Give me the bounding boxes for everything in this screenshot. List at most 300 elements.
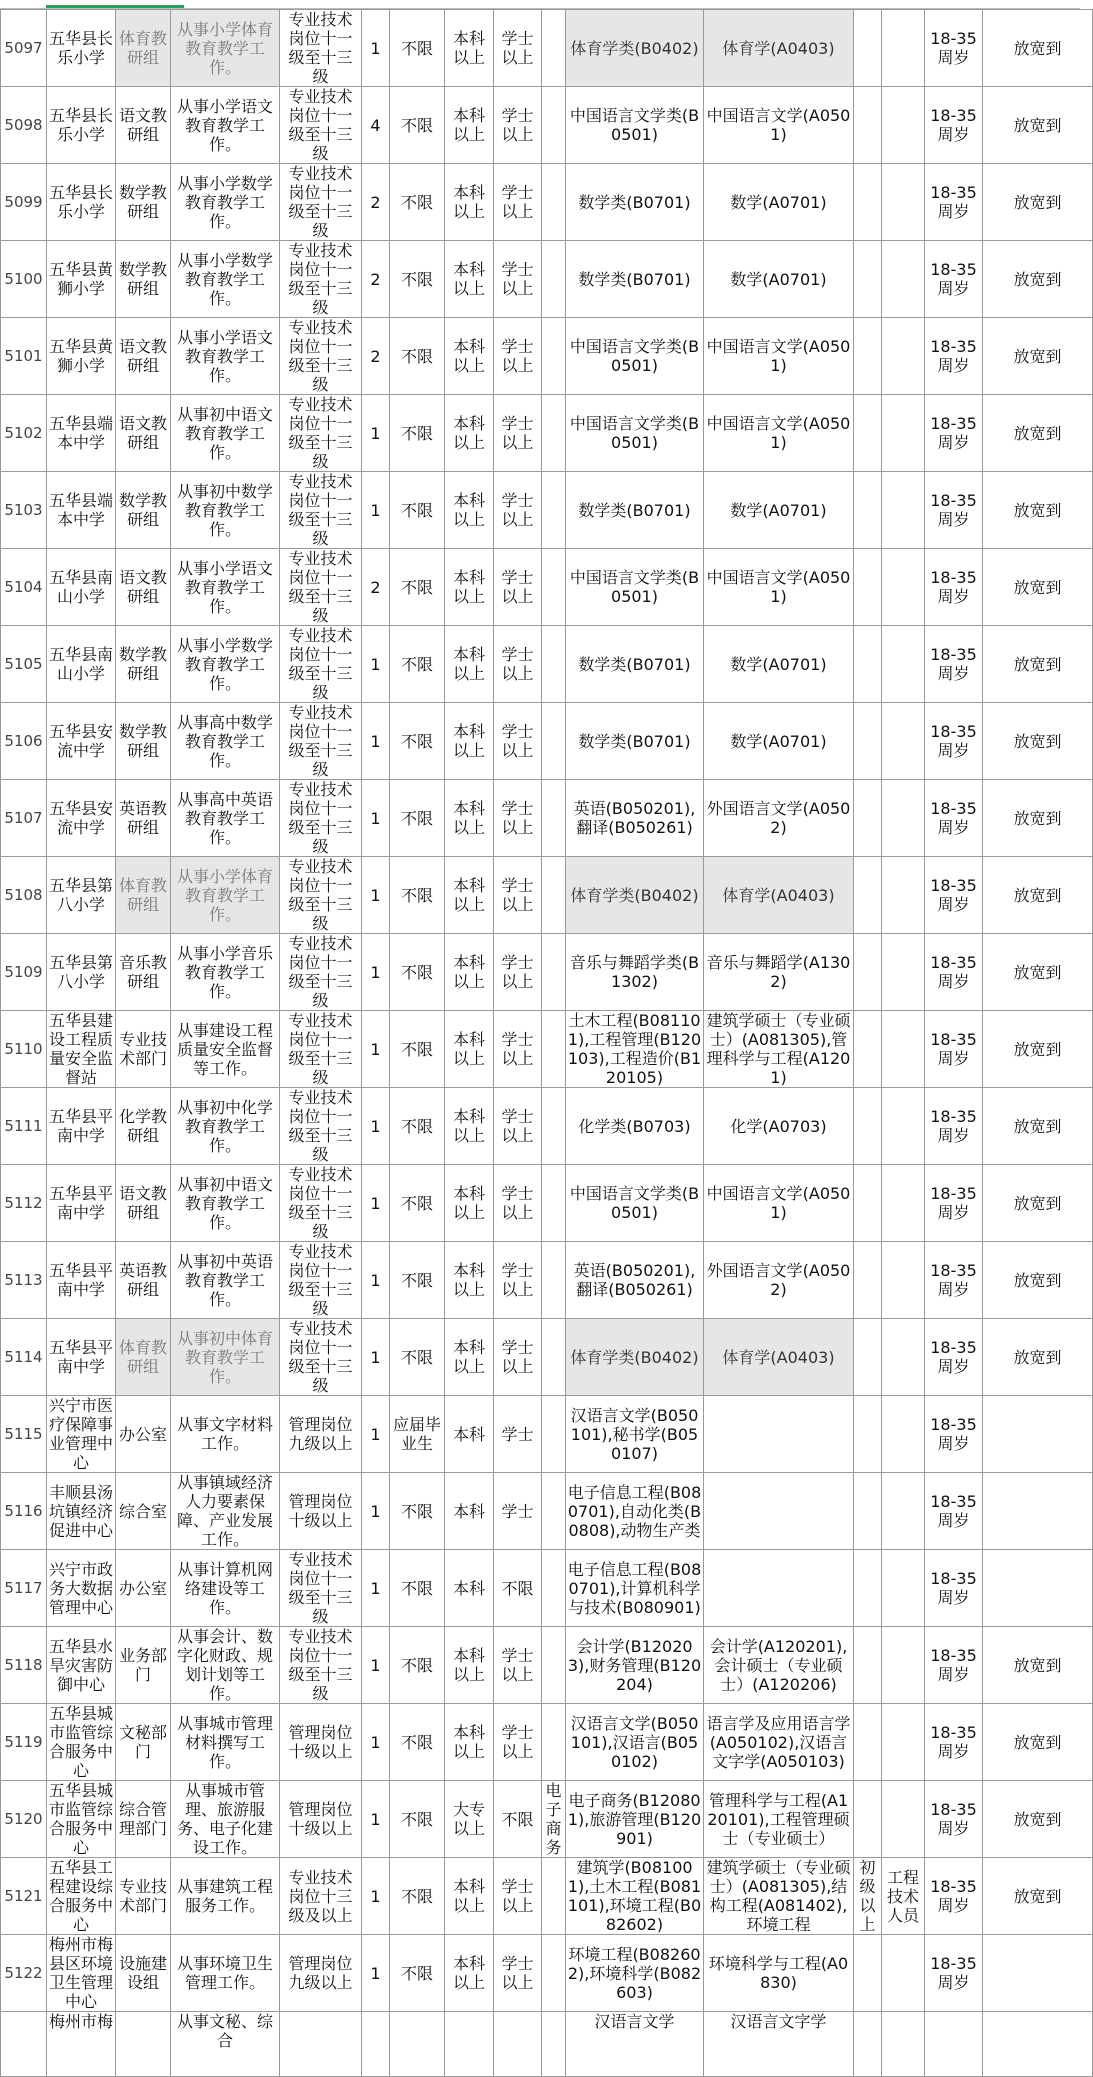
job-duty-cell[interactable]: 从事初中数学教育教学工作。: [171, 472, 280, 549]
degree-cell[interactable]: 学士以上: [494, 1088, 542, 1165]
candidate-source-cell[interactable]: 不限: [390, 934, 445, 1011]
education-cell[interactable]: 本科: [445, 1396, 494, 1473]
title-level-cell[interactable]: [854, 1550, 882, 1627]
undergrad-major-cell[interactable]: 环境工程(B082602),环境科学(B082603): [566, 1935, 704, 2012]
post-level-cell[interactable]: 专业技术岗位十一级至十三级: [280, 1242, 362, 1319]
degree-cell[interactable]: 学士以上: [494, 1165, 542, 1242]
job-duty-cell[interactable]: 从事初中英语教育教学工作。: [171, 1242, 280, 1319]
other-req-cell[interactable]: [882, 703, 925, 780]
job-duty-cell[interactable]: 从事环境卫生管理工作。: [171, 1935, 280, 2012]
hire-count-cell[interactable]: 4: [362, 87, 390, 164]
other-req-cell[interactable]: [882, 1781, 925, 1858]
grad-major-cell[interactable]: 环境科学与工程(A0830): [704, 1935, 854, 2012]
candidate-source-cell[interactable]: 不限: [390, 1550, 445, 1627]
unit-name-cell[interactable]: 五华县平南中学: [47, 1319, 116, 1396]
row-number-cell[interactable]: 5119: [1, 1704, 47, 1781]
note-cell[interactable]: [983, 1473, 1093, 1550]
degree-cell[interactable]: 学士以上: [494, 703, 542, 780]
row-number-cell[interactable]: 5105: [1, 626, 47, 703]
other-req-cell[interactable]: [882, 1165, 925, 1242]
table-row[interactable]: [1, 1242, 1093, 1319]
candidate-source-cell[interactable]: 不限: [390, 241, 445, 318]
note-cell[interactable]: 放宽到: [983, 934, 1093, 1011]
candidate-source-cell[interactable]: 不限: [390, 1088, 445, 1165]
other-req-cell[interactable]: [882, 1396, 925, 1473]
hire-count-cell[interactable]: 1: [362, 1088, 390, 1165]
note-cell[interactable]: 放宽到: [983, 1704, 1093, 1781]
post-level-cell[interactable]: 专业技术岗位十一级至十三级: [280, 318, 362, 395]
candidate-source-cell[interactable]: 不限: [390, 87, 445, 164]
hire-count-cell[interactable]: 1: [362, 10, 390, 87]
hire-count-cell[interactable]: 2: [362, 164, 390, 241]
department-cell[interactable]: 数学教研组: [116, 164, 171, 241]
degree-cell[interactable]: 学士以上: [494, 1242, 542, 1319]
candidate-source-cell[interactable]: 不限: [390, 549, 445, 626]
department-cell[interactable]: 语文教研组: [116, 549, 171, 626]
age-range-cell[interactable]: 18-35周岁: [925, 395, 983, 472]
undergrad-major-cell[interactable]: 电子信息工程(B080701),自动化类(B0808),动物生产类: [566, 1473, 704, 1550]
grad-major-cell[interactable]: 中国语言文学(A0501): [704, 549, 854, 626]
hire-count-cell[interactable]: 1: [362, 1627, 390, 1704]
extra-major-cell[interactable]: [542, 1396, 566, 1473]
table-row[interactable]: [1, 1396, 1093, 1473]
undergrad-major-cell[interactable]: 数学类(B0701): [566, 703, 704, 780]
education-cell[interactable]: 大专以上: [445, 1781, 494, 1858]
unit-name-cell[interactable]: 兴宁市医疗保障事业管理中心: [47, 1396, 116, 1473]
note-cell[interactable]: 放宽到: [983, 10, 1093, 87]
row-number-cell[interactable]: 5116: [1, 1473, 47, 1550]
title-level-cell[interactable]: [854, 1396, 882, 1473]
department-cell[interactable]: 语文教研组: [116, 1165, 171, 1242]
table-row[interactable]: [1, 472, 1093, 549]
age-range-cell[interactable]: 18-35周岁: [925, 1473, 983, 1550]
degree-cell[interactable]: 学士以上: [494, 1627, 542, 1704]
job-duty-cell[interactable]: 从事初中化学教育教学工作。: [171, 1088, 280, 1165]
education-cell[interactable]: 本科以上: [445, 472, 494, 549]
post-level-cell[interactable]: 专业技术岗位十一级至十三级: [280, 1550, 362, 1627]
unit-name-cell[interactable]: 五华县南山小学: [47, 626, 116, 703]
note-cell[interactable]: [983, 1935, 1093, 2012]
note-cell[interactable]: 放宽到: [983, 164, 1093, 241]
age-range-cell[interactable]: 18-35周岁: [925, 164, 983, 241]
note-cell[interactable]: [983, 1396, 1093, 1473]
extra-major-cell[interactable]: [542, 1473, 566, 1550]
row-number-cell[interactable]: 5122: [1, 1935, 47, 2012]
department-cell[interactable]: 专业技术部门: [116, 1858, 171, 1935]
education-cell[interactable]: 本科以上: [445, 934, 494, 1011]
candidate-source-cell[interactable]: 不限: [390, 626, 445, 703]
note-cell[interactable]: 放宽到: [983, 318, 1093, 395]
hire-count-cell[interactable]: 2: [362, 549, 390, 626]
note-cell[interactable]: 放宽到: [983, 1088, 1093, 1165]
unit-name-cell[interactable]: 五华县南山小学: [47, 549, 116, 626]
extra-major-cell[interactable]: [542, 1242, 566, 1319]
candidate-source-cell[interactable]: 不限: [390, 780, 445, 857]
title-level-cell[interactable]: [854, 1242, 882, 1319]
undergrad-major-cell[interactable]: 体育学类(B0402): [566, 857, 704, 934]
unit-name-cell[interactable]: 五华县第八小学: [47, 934, 116, 1011]
age-range-cell[interactable]: 18-35周岁: [925, 1550, 983, 1627]
extra-major-cell[interactable]: [542, 1550, 566, 1627]
table-row[interactable]: [1, 1319, 1093, 1396]
post-level-cell[interactable]: 专业技术岗位十一级至十三级: [280, 1088, 362, 1165]
extra-major-cell[interactable]: [542, 395, 566, 472]
department-cell[interactable]: 专业技术部门: [116, 1011, 171, 1088]
job-duty-cell[interactable]: 从事城市管理材料撰写工作。: [171, 1704, 280, 1781]
education-cell[interactable]: 本科以上: [445, 10, 494, 87]
undergrad-major-cell[interactable]: 会计学(B120203),财务管理(B120204): [566, 1627, 704, 1704]
other-req-cell[interactable]: [882, 1319, 925, 1396]
hire-count-cell[interactable]: 1: [362, 1704, 390, 1781]
age-range-cell[interactable]: 18-35周岁: [925, 472, 983, 549]
post-level-cell[interactable]: 管理岗位十级以上: [280, 1781, 362, 1858]
other-req-cell[interactable]: [882, 241, 925, 318]
grad-major-cell[interactable]: 外国语言文学(A0502): [704, 780, 854, 857]
post-level-cell[interactable]: 管理岗位十级以上: [280, 1704, 362, 1781]
education-cell[interactable]: 本科: [445, 1550, 494, 1627]
department-cell[interactable]: 办公室: [116, 1396, 171, 1473]
age-range-cell[interactable]: 18-35周岁: [925, 1242, 983, 1319]
hire-count-cell[interactable]: 2: [362, 241, 390, 318]
unit-name-cell[interactable]: 五华县黄狮小学: [47, 318, 116, 395]
table-row[interactable]: [1, 87, 1093, 164]
department-cell[interactable]: 英语教研组: [116, 780, 171, 857]
other-req-cell[interactable]: [882, 1627, 925, 1704]
note-cell[interactable]: 放宽到: [983, 472, 1093, 549]
undergrad-major-cell[interactable]: 汉语言文学(B050101),汉语言(B050102): [566, 1704, 704, 1781]
row-number-cell[interactable]: 5106: [1, 703, 47, 780]
table-row[interactable]: [1, 1781, 1093, 1858]
row-number-cell[interactable]: 5099: [1, 164, 47, 241]
title-level-cell[interactable]: [854, 1704, 882, 1781]
title-level-cell[interactable]: [854, 1935, 882, 2012]
note-cell[interactable]: 放宽到: [983, 241, 1093, 318]
education-cell[interactable]: 本科以上: [445, 1088, 494, 1165]
degree-cell[interactable]: 学士: [494, 1396, 542, 1473]
grad-major-cell[interactable]: 建筑学硕士（专业硕士）(A081305),管理科学与工程(A1201): [704, 1011, 854, 1088]
grad-major-cell[interactable]: 语言学及应用语言学(A050102),汉语言文字学(A050103): [704, 1704, 854, 1781]
unit-name-cell[interactable]: 五华县长乐小学: [47, 10, 116, 87]
age-range-cell[interactable]: 18-35周岁: [925, 87, 983, 164]
hire-count-cell[interactable]: 1: [362, 857, 390, 934]
age-range-cell[interactable]: 18-35周岁: [925, 1858, 983, 1935]
note-cell[interactable]: 放宽到: [983, 395, 1093, 472]
department-cell[interactable]: 数学教研组: [116, 241, 171, 318]
row-number-cell[interactable]: 5108: [1, 857, 47, 934]
job-duty-cell[interactable]: 从事小学数学教育教学工作。: [171, 626, 280, 703]
job-duty-cell[interactable]: 从事初中语文教育教学工作。: [171, 395, 280, 472]
education-cell[interactable]: 本科以上: [445, 1165, 494, 1242]
degree-cell[interactable]: 学士以上: [494, 1935, 542, 2012]
unit-name-cell[interactable]: 丰顺县汤坑镇经济促进中心: [47, 1473, 116, 1550]
table-row[interactable]: [1, 1935, 1093, 2012]
hire-count-cell[interactable]: 1: [362, 1319, 390, 1396]
hire-count-cell[interactable]: 1: [362, 1858, 390, 1935]
other-req-cell[interactable]: [882, 857, 925, 934]
grad-major-cell[interactable]: 体育学(A0403): [704, 10, 854, 87]
extra-major-cell[interactable]: [542, 1165, 566, 1242]
undergrad-major-cell[interactable]: 化学类(B0703): [566, 1088, 704, 1165]
job-duty-cell[interactable]: 从事小学语文教育教学工作。: [171, 549, 280, 626]
note-cell[interactable]: 放宽到: [983, 780, 1093, 857]
candidate-source-cell[interactable]: 不限: [390, 1011, 445, 1088]
extra-major-cell[interactable]: [542, 1627, 566, 1704]
title-level-cell[interactable]: [854, 241, 882, 318]
table-row[interactable]: [1, 1165, 1093, 1242]
title-level-cell[interactable]: [854, 164, 882, 241]
other-req-cell[interactable]: [882, 626, 925, 703]
post-level-cell[interactable]: 专业技术岗位十一级至十三级: [280, 780, 362, 857]
degree-cell[interactable]: 学士以上: [494, 780, 542, 857]
extra-major-cell[interactable]: [542, 241, 566, 318]
title-level-cell[interactable]: [854, 1781, 882, 1858]
post-level-cell[interactable]: 专业技术岗位十一级至十三级: [280, 1011, 362, 1088]
row-number-cell[interactable]: 5107: [1, 780, 47, 857]
row-number-cell[interactable]: 5097: [1, 10, 47, 87]
candidate-source-cell[interactable]: 不限: [390, 1935, 445, 2012]
row-number-cell[interactable]: 5114: [1, 1319, 47, 1396]
unit-name-cell[interactable]: 五华县工程建设综合服务中心: [47, 1858, 116, 1935]
grad-major-cell[interactable]: 化学(A0703): [704, 1088, 854, 1165]
hire-count-cell[interactable]: 1: [362, 1011, 390, 1088]
extra-major-cell[interactable]: [542, 164, 566, 241]
age-range-cell[interactable]: 18-35周岁: [925, 1319, 983, 1396]
title-level-cell[interactable]: [854, 10, 882, 87]
age-range-cell[interactable]: 18-35周岁: [925, 1088, 983, 1165]
degree-cell[interactable]: 学士以上: [494, 10, 542, 87]
other-req-cell[interactable]: [882, 10, 925, 87]
undergrad-major-cell[interactable]: 英语(B050201),翻译(B050261): [566, 780, 704, 857]
degree-cell[interactable]: 学士以上: [494, 318, 542, 395]
education-cell[interactable]: 本科以上: [445, 241, 494, 318]
other-req-cell[interactable]: 工程技术人员: [882, 1858, 925, 1935]
post-level-cell[interactable]: 专业技术岗位十一级至十三级: [280, 857, 362, 934]
other-req-cell[interactable]: [882, 1935, 925, 2012]
job-duty-cell[interactable]: 从事小学体育教育教学工作。: [171, 10, 280, 87]
post-level-cell[interactable]: 管理岗位十级以上: [280, 1473, 362, 1550]
extra-major-cell[interactable]: [542, 87, 566, 164]
candidate-source-cell[interactable]: 不限: [390, 1858, 445, 1935]
job-duty-cell[interactable]: 从事高中英语教育教学工作。: [171, 780, 280, 857]
title-level-cell[interactable]: [854, 318, 882, 395]
department-cell[interactable]: 体育教研组: [116, 857, 171, 934]
other-req-cell[interactable]: [882, 1088, 925, 1165]
row-number-cell[interactable]: 5118: [1, 1627, 47, 1704]
note-cell[interactable]: 放宽到: [983, 1319, 1093, 1396]
undergrad-major-cell[interactable]: 汉语言文学(B050101),秘书学(B050107): [566, 1396, 704, 1473]
post-level-cell[interactable]: 专业技术岗位十一级至十三级: [280, 241, 362, 318]
title-level-cell[interactable]: [854, 1627, 882, 1704]
table-row[interactable]: [1, 857, 1093, 934]
grad-major-cell[interactable]: 数学(A0701): [704, 703, 854, 780]
row-number-cell[interactable]: 5104: [1, 549, 47, 626]
row-number-cell[interactable]: 5100: [1, 241, 47, 318]
department-cell[interactable]: 化学教研组: [116, 1088, 171, 1165]
education-cell[interactable]: 本科以上: [445, 1704, 494, 1781]
row-number-cell[interactable]: 5120: [1, 1781, 47, 1858]
education-cell[interactable]: 本科: [445, 1473, 494, 1550]
grad-major-cell[interactable]: 数学(A0701): [704, 241, 854, 318]
education-cell[interactable]: 本科以上: [445, 1935, 494, 2012]
degree-cell[interactable]: 学士以上: [494, 164, 542, 241]
unit-name-cell[interactable]: 五华县平南中学: [47, 1242, 116, 1319]
other-req-cell[interactable]: [882, 472, 925, 549]
post-level-cell[interactable]: 管理岗位九级以上: [280, 1396, 362, 1473]
education-cell[interactable]: 本科以上: [445, 857, 494, 934]
row-number-cell[interactable]: 5113: [1, 1242, 47, 1319]
table-row[interactable]: [1, 1473, 1093, 1550]
grad-major-cell[interactable]: [704, 1550, 854, 1627]
extra-major-cell[interactable]: [542, 549, 566, 626]
candidate-source-cell[interactable]: 不限: [390, 318, 445, 395]
candidate-source-cell[interactable]: 不限: [390, 1627, 445, 1704]
row-number-cell[interactable]: 5121: [1, 1858, 47, 1935]
job-duty-cell[interactable]: 从事小学数学教育教学工作。: [171, 241, 280, 318]
other-req-cell[interactable]: [882, 934, 925, 1011]
candidate-source-cell[interactable]: 不限: [390, 857, 445, 934]
candidate-source-cell[interactable]: 不限: [390, 472, 445, 549]
age-range-cell[interactable]: 18-35周岁: [925, 857, 983, 934]
department-cell[interactable]: 综合管理部门: [116, 1781, 171, 1858]
extra-major-cell[interactable]: [542, 857, 566, 934]
department-cell[interactable]: 语文教研组: [116, 318, 171, 395]
candidate-source-cell[interactable]: 不限: [390, 10, 445, 87]
post-level-cell[interactable]: 专业技术岗位十一级至十三级: [280, 626, 362, 703]
other-req-cell[interactable]: [882, 164, 925, 241]
job-duty-cell[interactable]: 从事会计、数字化财政、规划计划等工作。: [171, 1627, 280, 1704]
grad-major-cell[interactable]: [704, 1396, 854, 1473]
hire-count-cell[interactable]: 1: [362, 934, 390, 1011]
education-cell[interactable]: 本科以上: [445, 549, 494, 626]
unit-name-cell[interactable]: 五华县第八小学: [47, 857, 116, 934]
candidate-source-cell[interactable]: 不限: [390, 1473, 445, 1550]
post-level-cell[interactable]: 专业技术岗位十一级至十三级: [280, 1627, 362, 1704]
unit-name-cell[interactable]: 五华县城市监管综合服务中心: [47, 1781, 116, 1858]
age-range-cell[interactable]: 18-35周岁: [925, 626, 983, 703]
department-cell[interactable]: 业务部门: [116, 1627, 171, 1704]
education-cell[interactable]: 本科以上: [445, 780, 494, 857]
extra-major-cell[interactable]: [542, 318, 566, 395]
undergrad-major-cell[interactable]: 中国语言文学类(B0501): [566, 1165, 704, 1242]
table-row[interactable]: [1, 395, 1093, 472]
note-cell[interactable]: 放宽到: [983, 1165, 1093, 1242]
department-cell[interactable]: 数学教研组: [116, 703, 171, 780]
education-cell[interactable]: 本科以上: [445, 626, 494, 703]
age-range-cell[interactable]: 18-35周岁: [925, 10, 983, 87]
degree-cell[interactable]: 学士以上: [494, 1704, 542, 1781]
degree-cell[interactable]: 学士以上: [494, 857, 542, 934]
degree-cell[interactable]: 学士: [494, 1473, 542, 1550]
row-number-cell[interactable]: 5103: [1, 472, 47, 549]
grad-major-cell[interactable]: 中国语言文学(A0501): [704, 318, 854, 395]
department-cell[interactable]: 综合室: [116, 1473, 171, 1550]
age-range-cell[interactable]: 18-35周岁: [925, 934, 983, 1011]
title-level-cell[interactable]: [854, 1011, 882, 1088]
age-range-cell[interactable]: 18-35周岁: [925, 703, 983, 780]
job-duty-cell[interactable]: 从事文字材料工作。: [171, 1396, 280, 1473]
title-level-cell[interactable]: [854, 1165, 882, 1242]
hire-count-cell[interactable]: 1: [362, 1242, 390, 1319]
post-level-cell[interactable]: 专业技术岗位十三级及以上: [280, 1858, 362, 1935]
job-duty-cell[interactable]: 从事镇域经济人力要素保障、产业发展工作。: [171, 1473, 280, 1550]
undergrad-major-cell[interactable]: 建筑学(B081001),土木工程(B081101),环境工程(B082602): [566, 1858, 704, 1935]
candidate-source-cell[interactable]: 不限: [390, 395, 445, 472]
grad-major-cell[interactable]: 管理科学与工程(A120101),工程管理硕士（专业硕士）: [704, 1781, 854, 1858]
title-level-cell[interactable]: [854, 1473, 882, 1550]
undergrad-major-cell[interactable]: 中国语言文学类(B0501): [566, 318, 704, 395]
job-duty-cell[interactable]: 从事建设工程质量安全监督等工作。: [171, 1011, 280, 1088]
grad-major-cell[interactable]: 体育学(A0403): [704, 857, 854, 934]
education-cell[interactable]: 本科以上: [445, 1319, 494, 1396]
title-level-cell[interactable]: [854, 934, 882, 1011]
note-cell[interactable]: 放宽到: [983, 1781, 1093, 1858]
department-cell[interactable]: 文秘部门: [116, 1704, 171, 1781]
job-duty-cell[interactable]: 从事初中语文教育教学工作。: [171, 1165, 280, 1242]
note-cell[interactable]: [983, 1550, 1093, 1627]
undergrad-major-cell[interactable]: 中国语言文学类(B0501): [566, 549, 704, 626]
hire-count-cell[interactable]: 1: [362, 472, 390, 549]
note-cell[interactable]: 放宽到: [983, 857, 1093, 934]
other-req-cell[interactable]: [882, 1242, 925, 1319]
note-cell[interactable]: 放宽到: [983, 703, 1093, 780]
unit-name-cell[interactable]: 梅州市梅县区环境卫生管理中心: [47, 1935, 116, 2012]
unit-name-cell[interactable]: 五华县城市监管综合服务中心: [47, 1704, 116, 1781]
post-level-cell[interactable]: 专业技术岗位十一级至十三级: [280, 87, 362, 164]
note-cell[interactable]: 放宽到: [983, 1858, 1093, 1935]
unit-name-cell[interactable]: 五华县端本中学: [47, 395, 116, 472]
extra-major-cell[interactable]: [542, 703, 566, 780]
education-cell[interactable]: 本科以上: [445, 87, 494, 164]
row-number-cell[interactable]: 5111: [1, 1088, 47, 1165]
degree-cell[interactable]: 学士以上: [494, 549, 542, 626]
table-row[interactable]: [1, 549, 1093, 626]
table-row[interactable]: [1, 1627, 1093, 1704]
undergrad-major-cell[interactable]: 音乐与舞蹈学类(B1302): [566, 934, 704, 1011]
extra-major-cell[interactable]: [542, 472, 566, 549]
hire-count-cell[interactable]: 1: [362, 395, 390, 472]
title-level-cell[interactable]: 初级以上: [854, 1858, 882, 1935]
grad-major-cell[interactable]: 外国语言文学(A0502): [704, 1242, 854, 1319]
education-cell[interactable]: 本科以上: [445, 164, 494, 241]
other-req-cell[interactable]: [882, 1550, 925, 1627]
post-level-cell[interactable]: 专业技术岗位十一级至十三级: [280, 395, 362, 472]
department-cell[interactable]: 办公室: [116, 1550, 171, 1627]
table-row[interactable]: [1, 1088, 1093, 1165]
post-level-cell[interactable]: 专业技术岗位十一级至十三级: [280, 549, 362, 626]
job-duty-cell[interactable]: 从事高中数学教育教学工作。: [171, 703, 280, 780]
extra-major-cell[interactable]: [542, 1319, 566, 1396]
undergrad-major-cell[interactable]: 土木工程(B081101),工程管理(B120103),工程造价(B120105): [566, 1011, 704, 1088]
other-req-cell[interactable]: [882, 87, 925, 164]
candidate-source-cell[interactable]: 不限: [390, 1165, 445, 1242]
table-row[interactable]: [1, 934, 1093, 1011]
age-range-cell[interactable]: 18-35周岁: [925, 1627, 983, 1704]
unit-name-cell[interactable]: 五华县平南中学: [47, 1165, 116, 1242]
title-level-cell[interactable]: [854, 549, 882, 626]
other-req-cell[interactable]: [882, 318, 925, 395]
note-cell[interactable]: 放宽到: [983, 1242, 1093, 1319]
department-cell[interactable]: 音乐教研组: [116, 934, 171, 1011]
department-cell[interactable]: 体育教研组: [116, 10, 171, 87]
age-range-cell[interactable]: 18-35周岁: [925, 780, 983, 857]
unit-name-cell[interactable]: 五华县安流中学: [47, 780, 116, 857]
job-duty-cell[interactable]: 从事小学音乐教育教学工作。: [171, 934, 280, 1011]
extra-major-cell[interactable]: [542, 1858, 566, 1935]
grad-major-cell[interactable]: [704, 1473, 854, 1550]
active-tab-indicator[interactable]: [46, 0, 184, 8]
undergrad-major-cell[interactable]: 体育学类(B0402): [566, 1319, 704, 1396]
degree-cell[interactable]: 学士以上: [494, 241, 542, 318]
